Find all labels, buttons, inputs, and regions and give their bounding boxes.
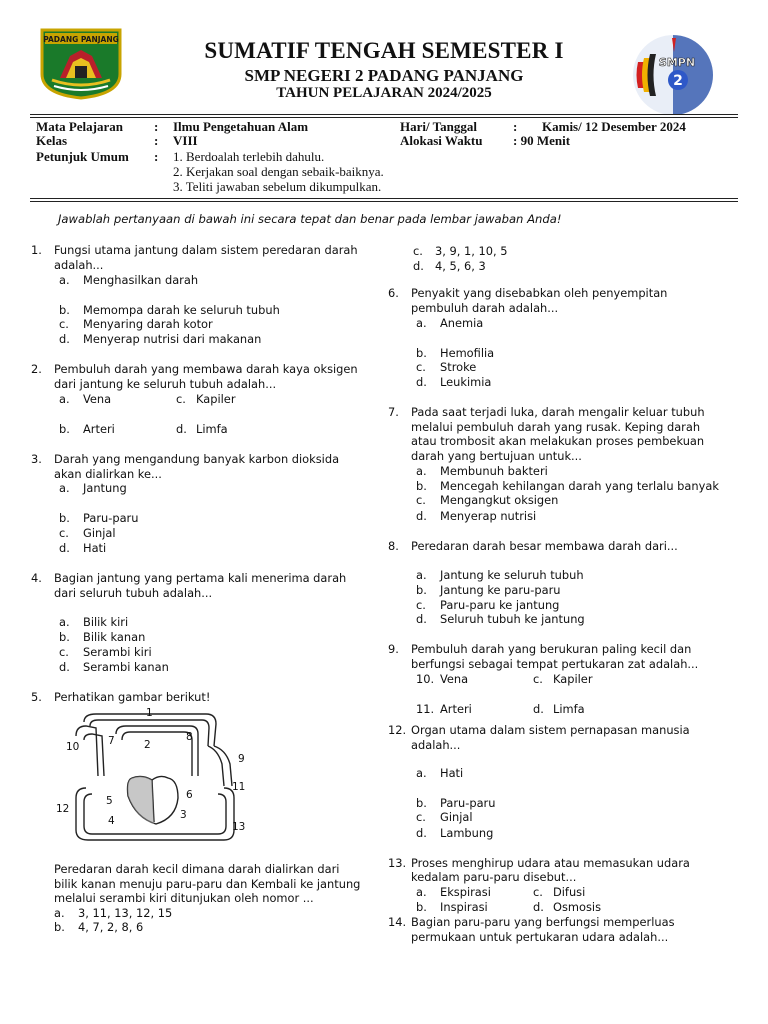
option-text: Jantung ke paru-paru [440, 583, 561, 597]
diagram-label: 6 [186, 789, 193, 801]
instruction-text: Jawablah pertanyaan di bawah ini secara tepat dan benar pada lembar jawaban Anda! [58, 212, 562, 226]
option-text: Menghasilkan darah [83, 273, 199, 287]
option-letter: a. [416, 568, 427, 582]
option-letter: c. [416, 598, 426, 612]
option-text: 3, 11, 13, 12, 15 [78, 906, 173, 920]
question-text: Pada saat terjadi luka, darah mengalir keluar tubuh [411, 405, 705, 419]
option-text: Menyaring darah kotor [83, 317, 213, 331]
option-text: Memompa darah ke seluruh tubuh [83, 303, 280, 317]
hari-sep: : [513, 119, 518, 134]
question-text: atau trombosit akan melakukan proses pembekuan [411, 434, 705, 448]
option-text: Serambi kanan [83, 660, 169, 674]
option-letter: b. [416, 900, 427, 914]
logo-number: 2 [673, 73, 683, 89]
option-text: Difusi [553, 885, 586, 899]
option-text: Kapiler [196, 392, 236, 406]
question-text: Proses menghirup udara atau memasukan udara [411, 856, 690, 870]
option-letter: c. [176, 392, 186, 406]
option-text: Stroke [440, 360, 477, 374]
question-text: melalui pembuluh darah yang rusak. Keping darah [411, 420, 701, 434]
mapel-value: Ilmu Pengetahuan Alam [173, 119, 309, 134]
question-number: 3. [31, 452, 42, 466]
option-letter: c. [416, 493, 426, 507]
diagram-label: 2 [144, 739, 151, 751]
question-text: akan dialirkan ke... [54, 467, 162, 481]
question-number: 12. [388, 723, 407, 737]
petunjuk-label: Petunjuk Umum [36, 149, 129, 164]
option-text: Hati [440, 766, 464, 780]
option-text: Leukimia [440, 375, 492, 389]
option-letter: d. [416, 509, 427, 523]
petunjuk-item: 2. Kerjakan soal dengan sebaik-baiknya. [173, 164, 384, 179]
option-text: Vena [83, 392, 112, 406]
question-number: 6. [388, 286, 399, 300]
option-letter: c. [533, 885, 543, 899]
option-letter: d. [416, 375, 427, 389]
option-text: Membunuh bakteri [440, 464, 548, 478]
option-letter: a. [59, 273, 70, 287]
academic-year: TAHUN PELAJARAN 2024/2025 [276, 85, 492, 101]
question-text: Darah yang mengandung banyak karbon dioksida [54, 452, 340, 466]
option-text: Ginjal [440, 810, 473, 824]
option-letter: b. [59, 303, 70, 317]
option-letter: b. [416, 796, 427, 810]
kelas-value: VIII [173, 133, 198, 148]
option-letter: a. [416, 885, 427, 899]
diagram-label: 5 [106, 795, 113, 807]
option-text: Menyerap nutrisi [440, 509, 537, 523]
option-text: Limfa [196, 422, 228, 436]
option-letter: a. [59, 481, 70, 495]
question-text: permukaan untuk pertukaran udara adalah... [411, 930, 669, 944]
option-text: Inspirasi [440, 900, 488, 914]
question-number: 13. [388, 856, 407, 870]
option-letter: d. [533, 702, 544, 716]
diagram-label: 7 [108, 735, 115, 747]
option-letter: c. [59, 526, 69, 540]
option-letter: b. [54, 920, 65, 934]
option-text: Jantung ke seluruh tubuh [440, 568, 584, 582]
option-text: Paru-paru [440, 796, 496, 810]
question-text: bilik kanan menuju paru-paru dan Kembali ke jantung [54, 877, 361, 891]
option-letter: b. [59, 630, 70, 644]
petunjuk-item: 1. Berdoalah terlebih dahulu. [173, 149, 325, 164]
question-text: Bagian jantung yang pertama kali menerima darah [54, 571, 347, 585]
logo-text: SMPN [658, 56, 696, 69]
question-text: melalui serambi kiri ditunjukan oleh nomor ... [54, 891, 314, 905]
option-letter: d. [533, 900, 544, 914]
option-text: Paru-paru [83, 511, 139, 525]
option-text: Osmosis [553, 900, 601, 914]
option-text: Arteri [440, 702, 472, 716]
option-letter: b. [416, 583, 427, 597]
question-text: Pembuluh darah yang berukuran paling kecil dan [411, 642, 692, 656]
option-text: Lambung [440, 826, 494, 840]
kelas-sep: : [154, 133, 159, 148]
option-text: Hati [83, 541, 107, 555]
option-letter: d. [176, 422, 187, 436]
option-text: Seluruh tubuh ke jantung [440, 612, 585, 626]
question-number: 2. [31, 362, 42, 376]
hari-label: Hari/ Tanggal [400, 119, 477, 134]
question-number: 14. [388, 915, 407, 929]
question-number: 4. [31, 571, 42, 585]
header-divider [30, 114, 738, 115]
question-text: adalah... [411, 738, 461, 752]
option-text: Paru-paru ke jantung [440, 598, 560, 612]
petunjuk-sep: : [154, 149, 159, 164]
waktu-label: Alokasi Waktu [400, 133, 483, 148]
option-letter: c. [413, 244, 423, 258]
option-letter: c. [416, 810, 426, 824]
option-text: Anemia [440, 316, 484, 330]
question-number: 9. [388, 642, 399, 656]
option-letter: d. [416, 826, 427, 840]
option-text: Ginjal [83, 526, 116, 540]
option-text: Mengangkut oksigen [440, 493, 559, 507]
option-letter: a. [59, 392, 70, 406]
option-letter: d. [413, 259, 424, 273]
option-letter: a. [416, 464, 427, 478]
question-text: darah yang bertujuan untuk... [411, 449, 582, 463]
question-text: Pembuluh darah yang membawa darah kaya oksigen [54, 362, 358, 376]
logo-text: PADANG PANJANG [43, 35, 119, 44]
question-text: Peredaran darah besar membawa darah dari... [411, 539, 678, 553]
option-text: Serambi kiri [83, 645, 152, 659]
option-letter: c. [59, 317, 69, 331]
option-text: Menyerap nutrisi dari makanan [83, 332, 262, 346]
diagram-label: 3 [180, 809, 187, 821]
diagram-label: 13 [232, 821, 246, 833]
option-letter: c. [59, 645, 69, 659]
diagram-label: 10 [66, 741, 80, 753]
diagram-label: 9 [238, 753, 245, 765]
option-letter: b. [59, 511, 70, 525]
option-letter: a. [416, 766, 427, 780]
question-number: 7. [388, 405, 399, 419]
question-text: Peredaran darah kecil dimana darah dialirkan dari [54, 862, 340, 876]
option-letter: c. [533, 672, 543, 686]
option-number: 10. [416, 672, 435, 686]
question-number: 1. [31, 243, 42, 257]
option-text: Jantung [83, 481, 127, 495]
option-letter: b. [59, 422, 70, 436]
option-text: 3, 9, 1, 10, 5 [435, 244, 508, 258]
option-letter: c. [416, 360, 426, 374]
question-text: Penyakit yang disebabkan oleh penyempitan [411, 286, 668, 300]
diagram-label: 12 [56, 803, 70, 815]
school-name: SMP NEGERI 2 PADANG PANJANG [244, 66, 524, 85]
option-text: Kapiler [553, 672, 593, 686]
question-text: Bagian paru-paru yang berfungsi memperluas [411, 915, 675, 929]
question-text: pembuluh darah adalah... [411, 301, 559, 315]
option-letter: a. [54, 906, 65, 920]
option-text: Vena [440, 672, 469, 686]
option-letter: b. [416, 346, 427, 360]
mapel-label: Mata Pelajaran [36, 119, 124, 134]
hari-value: Kamis/ 12 Desember 2024 [542, 119, 686, 134]
petunjuk-item: 3. Teliti jawaban sebelum dikumpulkan. [173, 179, 382, 194]
circulation-diagram [56, 706, 254, 846]
option-number: 11. [416, 702, 435, 716]
option-text: 4, 5, 6, 3 [435, 259, 486, 273]
option-letter: d. [416, 612, 427, 626]
info-divider [30, 198, 738, 199]
exam-title: SUMATIF TENGAH SEMESTER I [204, 38, 564, 63]
question-text: berfungsi sebagai tempat pertukaran zat adalah... [411, 657, 699, 671]
question-text: Fungsi utama jantung dalam sistem peredaran darah [54, 243, 358, 257]
option-text: Limfa [553, 702, 585, 716]
question-text: Organ utama dalam sistem pernapasan manusia [411, 723, 690, 737]
info-divider-thin [30, 201, 738, 202]
question-text: dari jantung ke seluruh tubuh adalah... [54, 377, 277, 391]
option-letter: a. [59, 615, 70, 629]
option-text: Arteri [83, 422, 115, 436]
option-text: 4, 7, 2, 8, 6 [78, 920, 144, 934]
option-letter: d. [59, 332, 70, 346]
option-text: Mencegah kehilangan darah yang terlalu banyak [440, 479, 719, 493]
question-text: kedalam paru-paru disebut... [411, 870, 577, 884]
header-divider-thin [30, 117, 738, 118]
question-text: Perhatikan gambar berikut! [54, 690, 211, 704]
diagram-label: 11 [232, 781, 246, 793]
option-text: Bilik kiri [83, 615, 129, 629]
diagram-label: 8 [186, 731, 193, 743]
option-text: Hemofilia [440, 346, 495, 360]
option-letter: a. [416, 316, 427, 330]
option-letter: b. [416, 479, 427, 493]
mapel-sep: : [154, 119, 159, 134]
question-text: adalah... [54, 258, 104, 272]
diagram-label: 4 [108, 815, 115, 827]
option-text: Bilik kanan [83, 630, 146, 644]
kelas-label: Kelas [36, 133, 68, 148]
question-text: dari seluruh tubuh adalah... [54, 586, 213, 600]
option-text: Ekspirasi [440, 885, 491, 899]
diagram-label: 1 [146, 707, 153, 719]
option-letter: d. [59, 541, 70, 555]
option-letter: d. [59, 660, 70, 674]
question-number: 8. [388, 539, 399, 553]
waktu-value: : 90 Menit [513, 133, 571, 148]
question-number: 5. [31, 690, 42, 704]
